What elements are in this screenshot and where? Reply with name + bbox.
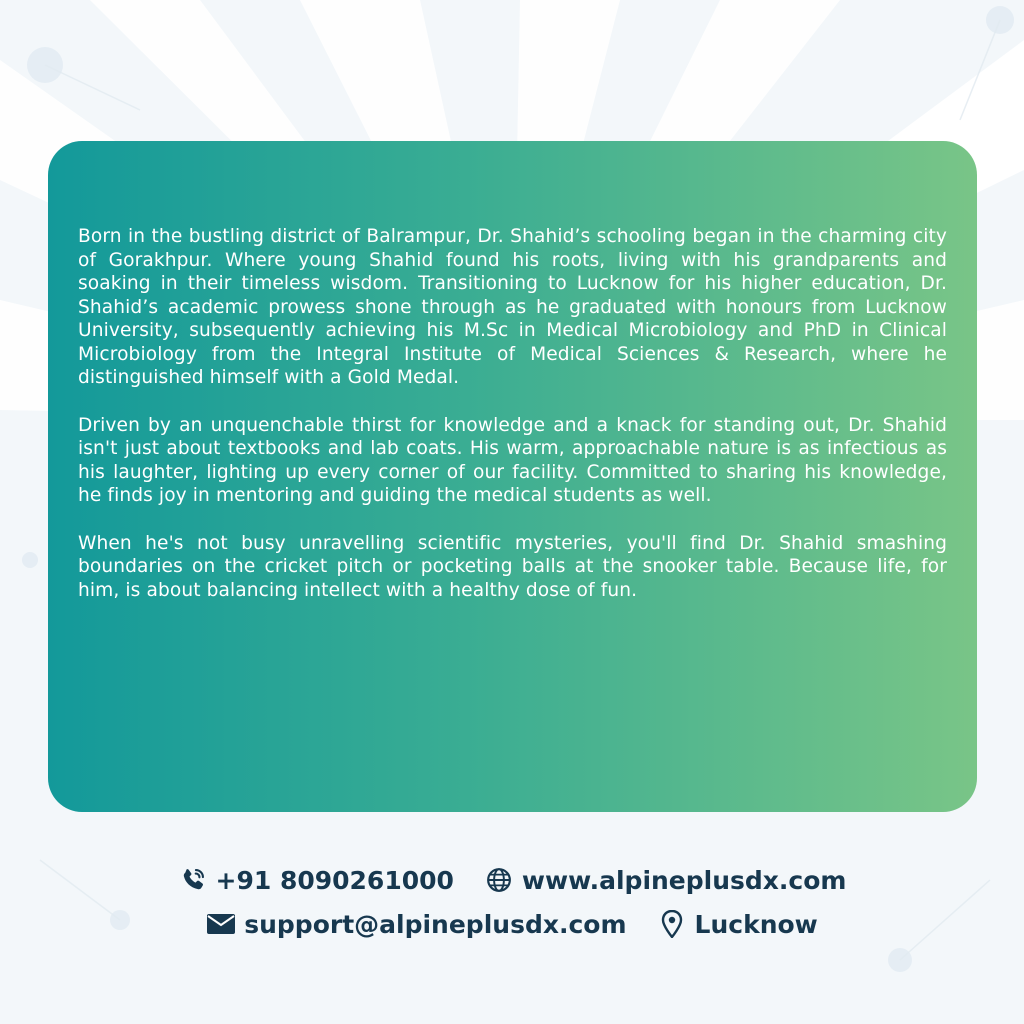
email-contact[interactable] [206,909,626,939]
bio-card [48,141,977,812]
location-name: Lucknow [694,909,818,939]
bio-paragraph-3: When he's not busy unravelling scientific mysteries, you'll find Dr. Shahid smashing boundaries on the cricket pitch or pocketing balls at the snooker table. Because life, for him, is about balancing intellect with a healthy dose of fun. [78,532,947,601]
contact-row-2 [0,906,1024,942]
website-contact[interactable] [484,865,847,895]
location-contact[interactable] [657,909,818,939]
phone-number: +91 8090261000 [215,865,454,895]
globe-icon [484,865,514,895]
contact-row-1 [0,862,1024,898]
bio-paragraph-1: Born in the bustling district of Balrampur, Dr. Shahid’s schooling began in the charming city of Gorakhpur. Where young Shahid found his roots, living with his grandparents and soaking in their timeless wisdom. Transitioning to Lucknow for his higher education, Dr. Shahid’s academic prowess shone through as he graduated with honours from Lucknow University, subsequently achieving his M.Sc in Medical Microbiology and PhD in Clinical Microbiology from the Integral Institute of Medical Sciences & Research, where he distinguished himself with a Gold Medal. [78,226,947,388]
phone-icon [178,865,208,895]
envelope-icon [206,909,236,939]
email-address: support@alpineplusdx.com [244,909,627,939]
bio-paragraph-2: Driven by an unquenchable thirst for knowledge and a knack for standing out, Dr. Shahid isn't just about textbooks and lab coats. His warm, approachable nature is as infectious as his laughter, lighting up every corner of our facility. Committed to sharing his knowledge, he finds joy in mentoring and guiding the medical students as well. [78,414,947,506]
phone-contact[interactable] [178,865,454,895]
map-pin-icon [657,909,687,939]
website-link: www.alpineplusdx.com [521,865,847,895]
